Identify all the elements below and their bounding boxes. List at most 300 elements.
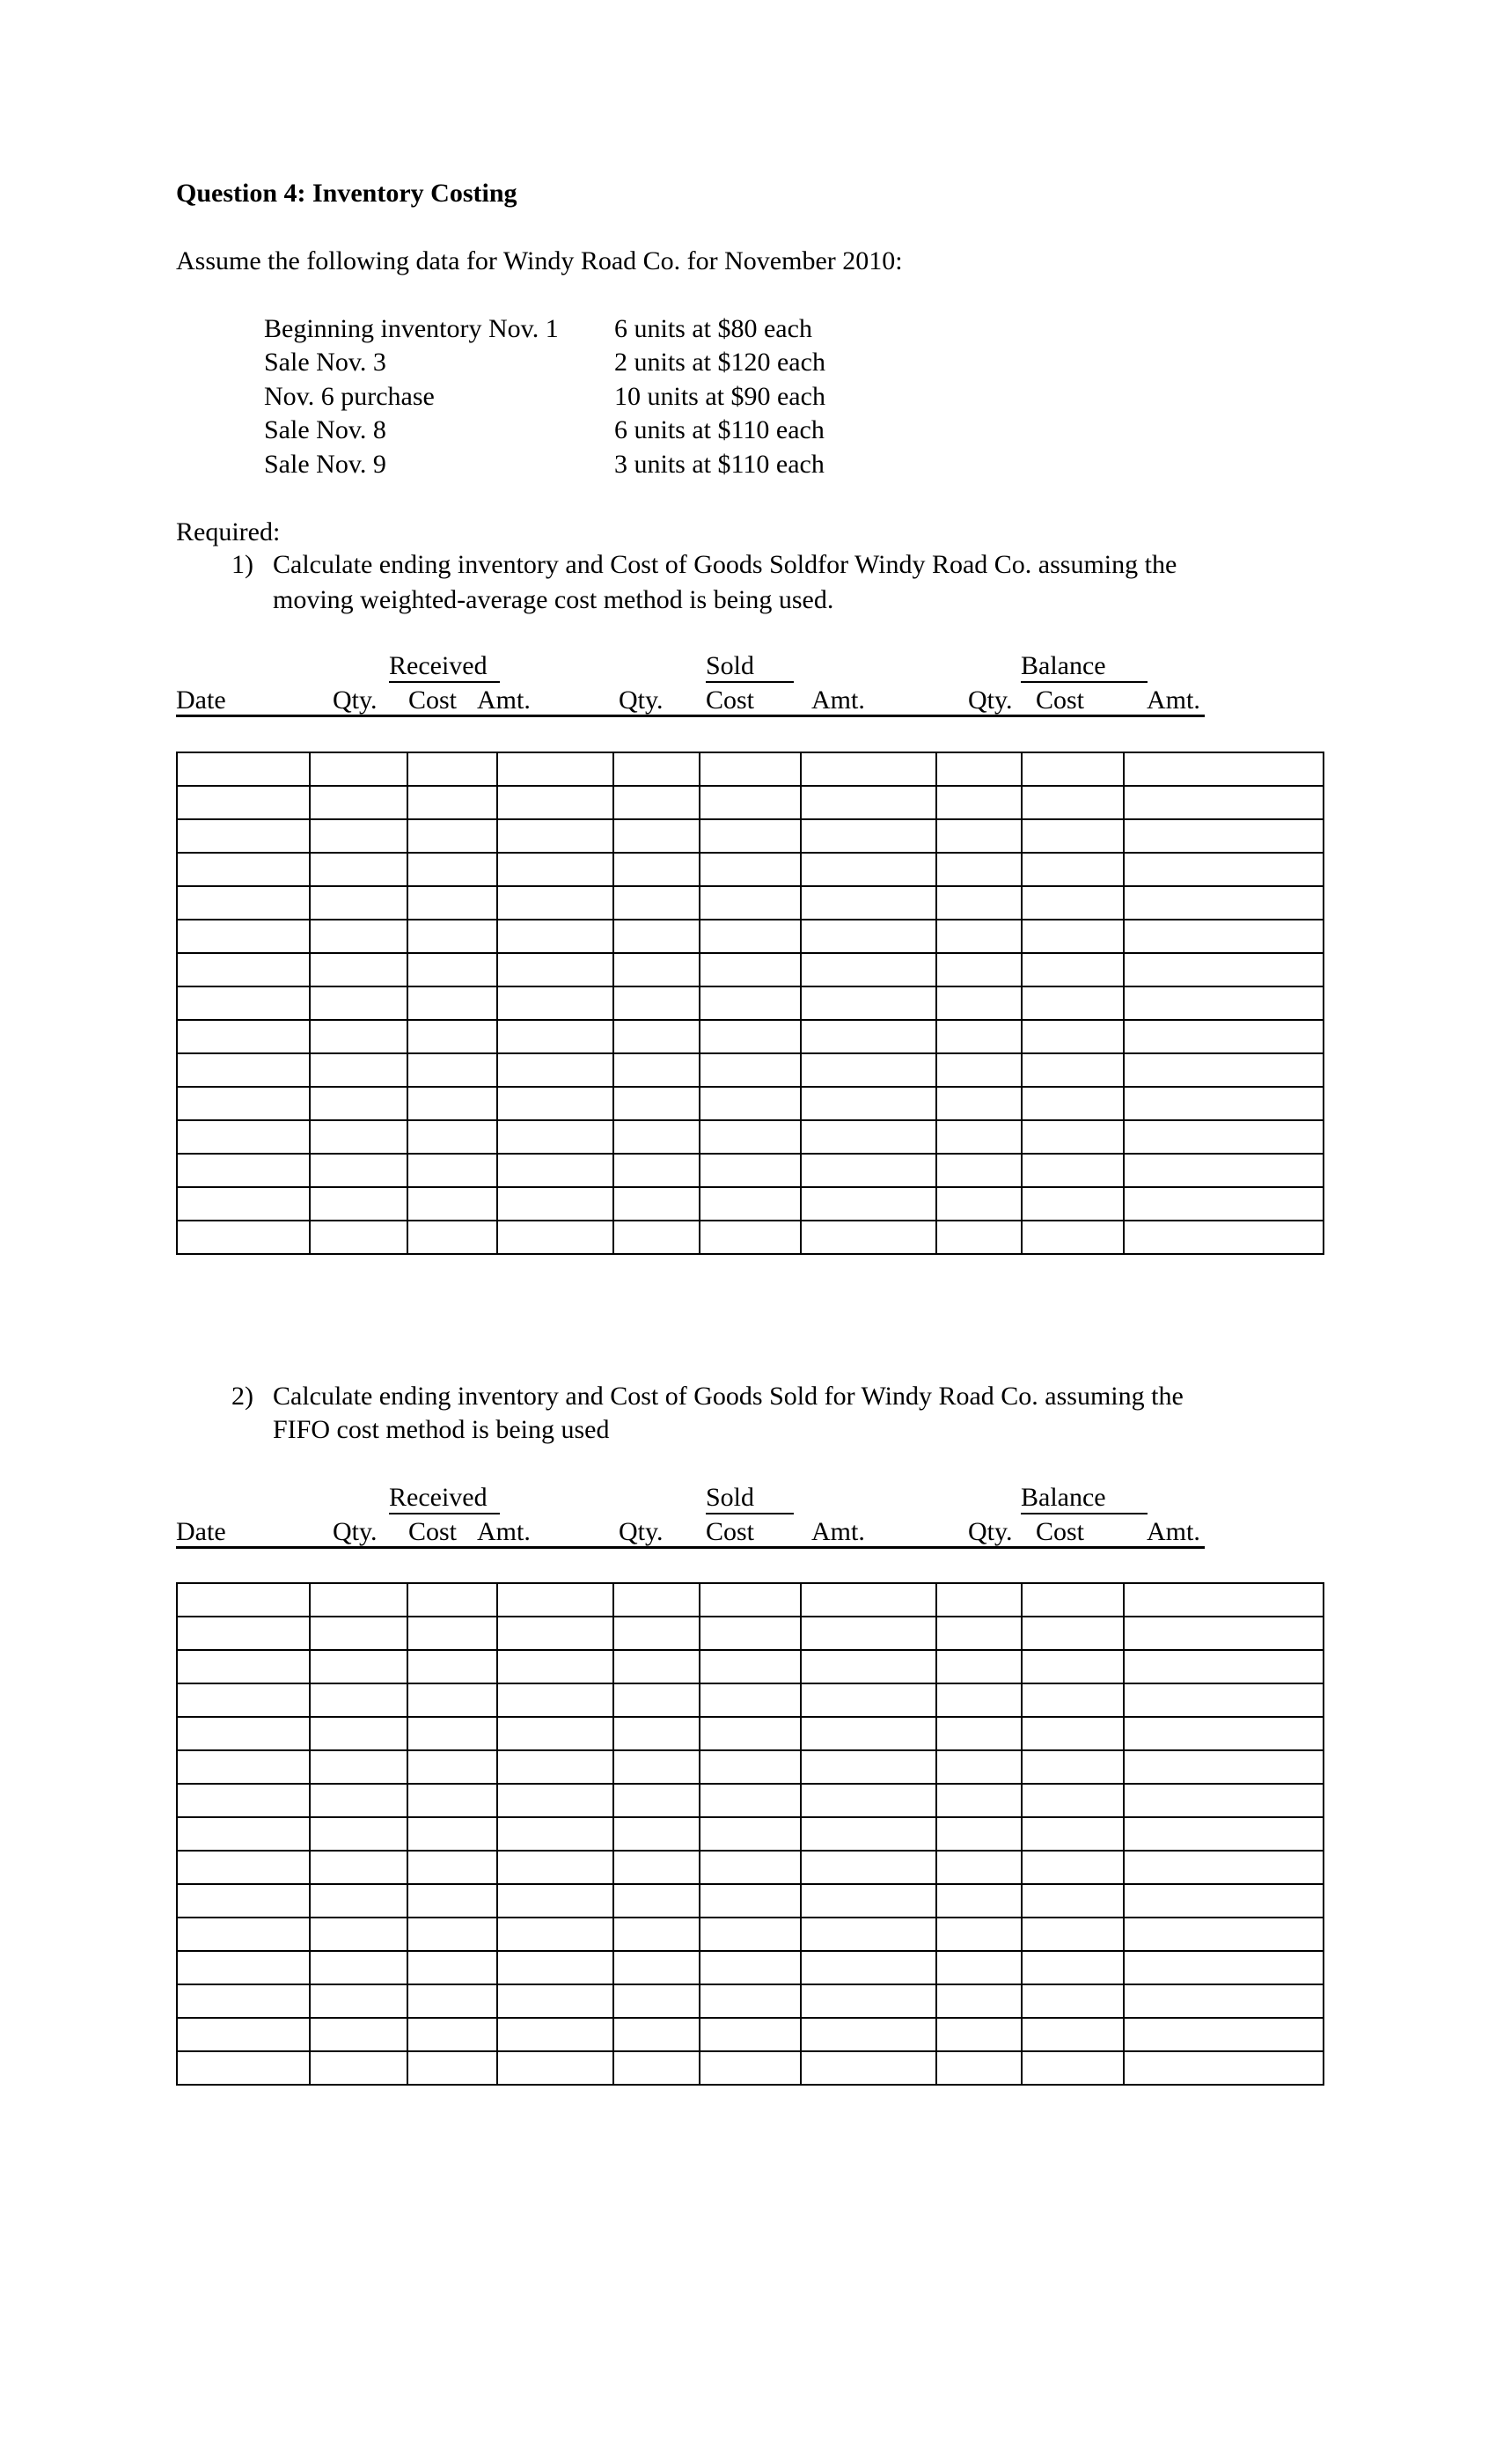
table-cell[interactable] [310,1884,407,1918]
table-cell[interactable] [1022,886,1124,920]
table-cell[interactable] [1124,1884,1324,1918]
table-cell[interactable] [613,786,700,819]
table-cell[interactable] [177,1884,310,1918]
table-cell[interactable] [700,1683,801,1717]
table-cell[interactable] [177,1154,310,1187]
table-cell[interactable] [177,1617,310,1650]
table-cell[interactable] [310,1053,407,1087]
table-cell[interactable] [613,1817,700,1851]
table-cell[interactable] [497,1020,613,1053]
table-cell[interactable] [177,1717,310,1750]
table-cell[interactable] [310,1817,407,1851]
table-cell[interactable] [613,886,700,920]
table-cell[interactable] [497,1918,613,1951]
table-cell[interactable] [801,1884,936,1918]
table-cell[interactable] [936,1717,1022,1750]
table-cell[interactable] [407,986,497,1020]
table-cell[interactable] [936,752,1022,786]
table-cell[interactable] [936,2018,1022,2051]
table-cell[interactable] [407,1187,497,1221]
table-cell[interactable] [1022,1053,1124,1087]
table-cell[interactable] [497,1683,613,1717]
table-cell[interactable] [700,819,801,853]
table-cell[interactable] [801,2018,936,2051]
table-cell[interactable] [801,1717,936,1750]
table-cell[interactable] [310,2051,407,2085]
table-cell[interactable] [1124,786,1324,819]
table-cell[interactable] [177,2018,310,2051]
table-cell[interactable] [700,1120,801,1154]
table-cell[interactable] [407,1817,497,1851]
table-cell[interactable] [497,1053,613,1087]
table-cell[interactable] [1022,1221,1124,1254]
table-cell[interactable] [310,1851,407,1884]
table-cell[interactable] [177,1784,310,1817]
table-cell[interactable] [936,1918,1022,1951]
table-cell[interactable] [1124,1918,1324,1951]
table-cell[interactable] [1124,853,1324,886]
table-cell[interactable] [407,2018,497,2051]
table-cell[interactable] [613,1087,700,1120]
table-cell[interactable] [497,1984,613,2018]
table-cell[interactable] [1022,1683,1124,1717]
table-cell[interactable] [310,920,407,953]
table-cell[interactable] [700,1020,801,1053]
table-cell[interactable] [936,1020,1022,1053]
table-cell[interactable] [936,1087,1022,1120]
table-cell[interactable] [497,920,613,953]
table-cell[interactable] [801,920,936,953]
table-cell[interactable] [801,1020,936,1053]
table-cell[interactable] [1022,1187,1124,1221]
table-cell[interactable] [700,2051,801,2085]
table-cell[interactable] [1022,986,1124,1020]
table-cell[interactable] [700,1817,801,1851]
table-cell[interactable] [407,1617,497,1650]
table-cell[interactable] [700,1784,801,1817]
table-cell[interactable] [407,1984,497,2018]
table-cell[interactable] [1022,1087,1124,1120]
table-cell[interactable] [613,953,700,986]
table-cell[interactable] [497,1221,613,1254]
table-cell[interactable] [801,953,936,986]
table-cell[interactable] [497,1617,613,1650]
table-cell[interactable] [613,2051,700,2085]
table-cell[interactable] [801,786,936,819]
table-cell[interactable] [310,1154,407,1187]
table-cell[interactable] [700,1984,801,2018]
table-cell[interactable] [801,886,936,920]
table-cell[interactable] [700,986,801,1020]
table-cell[interactable] [936,1154,1022,1187]
table-cell[interactable] [1022,752,1124,786]
table-cell[interactable] [177,1918,310,1951]
table-cell[interactable] [310,1187,407,1221]
table-cell[interactable] [1124,1221,1324,1254]
table-cell[interactable] [407,1053,497,1087]
table-cell[interactable] [177,953,310,986]
table-cell[interactable] [1124,1984,1324,2018]
table-cell[interactable] [1022,1884,1124,1918]
table-cell[interactable] [1022,2051,1124,2085]
table-cell[interactable] [407,1221,497,1254]
table-cell[interactable] [310,1087,407,1120]
table-cell[interactable] [310,1984,407,2018]
table-cell[interactable] [700,1617,801,1650]
table-cell[interactable] [613,1154,700,1187]
table-cell[interactable] [700,786,801,819]
table-cell[interactable] [310,1784,407,1817]
table-cell[interactable] [1124,2018,1324,2051]
table-cell[interactable] [700,1221,801,1254]
table-cell[interactable] [497,986,613,1020]
table-cell[interactable] [936,1683,1022,1717]
table-cell[interactable] [407,1717,497,1750]
table-cell[interactable] [613,1221,700,1254]
table-cell[interactable] [700,1053,801,1087]
table-cell[interactable] [310,786,407,819]
table-cell[interactable] [936,853,1022,886]
table-cell[interactable] [177,1221,310,1254]
table-cell[interactable] [613,2018,700,2051]
table-cell[interactable] [1124,1717,1324,1750]
table-cell[interactable] [310,1020,407,1053]
table-cell[interactable] [407,1851,497,1884]
table-cell[interactable] [407,1120,497,1154]
table-cell[interactable] [497,886,613,920]
table-cell[interactable] [801,1918,936,1951]
table-cell[interactable] [613,819,700,853]
table-cell[interactable] [801,1984,936,2018]
table-cell[interactable] [497,1817,613,1851]
table-cell[interactable] [700,1650,801,1683]
table-cell[interactable] [497,2051,613,2085]
table-cell[interactable] [407,853,497,886]
table-cell[interactable] [936,1187,1022,1221]
table-cell[interactable] [497,1154,613,1187]
table-cell[interactable] [177,1187,310,1221]
table-cell[interactable] [801,1817,936,1851]
table-cell[interactable] [801,1750,936,1784]
table-cell[interactable] [936,1984,1022,2018]
table-cell[interactable] [1124,1683,1324,1717]
table-cell[interactable] [497,953,613,986]
table-cell[interactable] [613,1717,700,1750]
table-cell[interactable] [310,1750,407,1784]
table-cell[interactable] [700,752,801,786]
table-cell[interactable] [177,786,310,819]
table-cell[interactable] [700,2018,801,2051]
table-cell[interactable] [497,853,613,886]
table-cell[interactable] [1124,1650,1324,1683]
table-cell[interactable] [1022,1817,1124,1851]
table-cell[interactable] [801,819,936,853]
table-cell[interactable] [1022,1120,1124,1154]
table-cell[interactable] [1124,953,1324,986]
table-cell[interactable] [407,2051,497,2085]
table-cell[interactable] [1124,1750,1324,1784]
table-cell[interactable] [936,886,1022,920]
table-cell[interactable] [407,920,497,953]
table-cell[interactable] [310,1583,407,1617]
table-cell[interactable] [613,752,700,786]
table-cell[interactable] [177,1851,310,1884]
table-cell[interactable] [1022,786,1124,819]
table-cell[interactable] [177,1683,310,1717]
table-cell[interactable] [497,1951,613,1984]
table-cell[interactable] [407,886,497,920]
table-cell[interactable] [613,1918,700,1951]
table-cell[interactable] [613,1583,700,1617]
table-cell[interactable] [177,1120,310,1154]
table-cell[interactable] [613,1750,700,1784]
table-cell[interactable] [1022,1918,1124,1951]
table-cell[interactable] [310,953,407,986]
table-cell[interactable] [1022,1617,1124,1650]
table-cell[interactable] [497,1750,613,1784]
table-cell[interactable] [1022,1984,1124,2018]
table-cell[interactable] [1124,1154,1324,1187]
table-cell[interactable] [801,1683,936,1717]
table-cell[interactable] [1022,1717,1124,1750]
table-cell[interactable] [407,1154,497,1187]
table-cell[interactable] [936,786,1022,819]
table-cell[interactable] [1022,1750,1124,1784]
table-cell[interactable] [801,752,936,786]
table-cell[interactable] [177,886,310,920]
table-cell[interactable] [497,1187,613,1221]
table-cell[interactable] [613,1683,700,1717]
table-cell[interactable] [936,2051,1022,2085]
table-cell[interactable] [1124,1784,1324,1817]
table-cell[interactable] [177,1951,310,1984]
table-cell[interactable] [310,986,407,1020]
table-cell[interactable] [497,786,613,819]
table-cell[interactable] [497,2018,613,2051]
table-cell[interactable] [407,1884,497,1918]
table-cell[interactable] [613,1650,700,1683]
table-cell[interactable] [177,986,310,1020]
table-cell[interactable] [936,1784,1022,1817]
table-cell[interactable] [310,1650,407,1683]
table-cell[interactable] [407,1784,497,1817]
table-cell[interactable] [801,2051,936,2085]
table-cell[interactable] [801,1120,936,1154]
table-cell[interactable] [700,1851,801,1884]
table-cell[interactable] [177,752,310,786]
table-cell[interactable] [1124,2051,1324,2085]
table-cell[interactable] [310,2018,407,2051]
table-cell[interactable] [613,1187,700,1221]
table-cell[interactable] [407,953,497,986]
table-cell[interactable] [407,1683,497,1717]
table-cell[interactable] [613,986,700,1020]
table-cell[interactable] [1124,986,1324,1020]
table-cell[interactable] [497,1717,613,1750]
table-cell[interactable] [1022,920,1124,953]
table-cell[interactable] [936,1120,1022,1154]
table-cell[interactable] [1022,1851,1124,1884]
table-cell[interactable] [497,1583,613,1617]
table-cell[interactable] [936,986,1022,1020]
table-cell[interactable] [1022,853,1124,886]
table-cell[interactable] [801,1087,936,1120]
table-cell[interactable] [613,1784,700,1817]
table-cell[interactable] [1124,1053,1324,1087]
table-cell[interactable] [177,1053,310,1087]
table-cell[interactable] [177,1984,310,2018]
table-cell[interactable] [407,752,497,786]
table-cell[interactable] [801,1187,936,1221]
table-cell[interactable] [936,920,1022,953]
table-cell[interactable] [177,1583,310,1617]
table-cell[interactable] [497,819,613,853]
table-cell[interactable] [1022,1951,1124,1984]
table-cell[interactable] [936,1053,1022,1087]
table-cell[interactable] [1124,1851,1324,1884]
table-cell[interactable] [310,1221,407,1254]
table-cell[interactable] [1124,752,1324,786]
table-cell[interactable] [1124,1020,1324,1053]
table-cell[interactable] [177,853,310,886]
table-cell[interactable] [801,1617,936,1650]
table-cell[interactable] [177,1020,310,1053]
table-cell[interactable] [177,1750,310,1784]
table-cell[interactable] [613,1851,700,1884]
table-cell[interactable] [936,1650,1022,1683]
table-cell[interactable] [177,2051,310,2085]
table-cell[interactable] [1022,1650,1124,1683]
table-cell[interactable] [497,1884,613,1918]
table-cell[interactable] [700,1951,801,1984]
table-cell[interactable] [407,1583,497,1617]
table-cell[interactable] [310,819,407,853]
table-cell[interactable] [801,1583,936,1617]
table-cell[interactable] [497,752,613,786]
table-cell[interactable] [1124,1583,1324,1617]
table-cell[interactable] [700,853,801,886]
table-cell[interactable] [936,1583,1022,1617]
table-cell[interactable] [177,1087,310,1120]
table-cell[interactable] [801,1650,936,1683]
table-cell[interactable] [936,819,1022,853]
table-cell[interactable] [310,752,407,786]
table-cell[interactable] [1124,1817,1324,1851]
table-cell[interactable] [801,1221,936,1254]
table-cell[interactable] [936,1851,1022,1884]
table-cell[interactable] [310,853,407,886]
table-cell[interactable] [936,1884,1022,1918]
table-cell[interactable] [407,1087,497,1120]
table-cell[interactable] [407,1951,497,1984]
table-cell[interactable] [310,886,407,920]
table-cell[interactable] [1022,953,1124,986]
table-cell[interactable] [700,1884,801,1918]
table-cell[interactable] [407,1750,497,1784]
table-cell[interactable] [407,786,497,819]
table-cell[interactable] [1124,886,1324,920]
table-cell[interactable] [1124,920,1324,953]
table-cell[interactable] [497,1784,613,1817]
table-cell[interactable] [801,853,936,886]
table-cell[interactable] [1022,1583,1124,1617]
table-cell[interactable] [407,1020,497,1053]
table-cell[interactable] [310,1120,407,1154]
table-cell[interactable] [1022,1784,1124,1817]
table-cell[interactable] [613,1617,700,1650]
table-cell[interactable] [177,1650,310,1683]
table-cell[interactable] [936,1951,1022,1984]
table-cell[interactable] [936,1817,1022,1851]
table-cell[interactable] [407,819,497,853]
table-cell[interactable] [801,1951,936,1984]
table-cell[interactable] [1022,1154,1124,1187]
table-cell[interactable] [497,1650,613,1683]
table-cell[interactable] [700,1087,801,1120]
table-cell[interactable] [1022,2018,1124,2051]
table-cell[interactable] [700,953,801,986]
table-cell[interactable] [407,1918,497,1951]
table-cell[interactable] [936,1221,1022,1254]
table-cell[interactable] [613,1884,700,1918]
table-cell[interactable] [700,886,801,920]
table-cell[interactable] [177,1817,310,1851]
table-cell[interactable] [700,1583,801,1617]
table-cell[interactable] [1124,1951,1324,1984]
table-cell[interactable] [700,1750,801,1784]
table-cell[interactable] [310,1683,407,1717]
table-cell[interactable] [801,986,936,1020]
table-cell[interactable] [801,1784,936,1817]
table-cell[interactable] [1022,1020,1124,1053]
table-cell[interactable] [613,920,700,953]
table-cell[interactable] [613,1120,700,1154]
table-cell[interactable] [700,1154,801,1187]
table-cell[interactable] [613,1984,700,2018]
table-cell[interactable] [700,920,801,953]
table-cell[interactable] [801,1053,936,1087]
table-cell[interactable] [177,920,310,953]
table-cell[interactable] [1124,1120,1324,1154]
table-cell[interactable] [936,1750,1022,1784]
table-cell[interactable] [936,1617,1022,1650]
table-cell[interactable] [801,1851,936,1884]
table-cell[interactable] [700,1187,801,1221]
table-cell[interactable] [1124,1087,1324,1120]
table-cell[interactable] [177,819,310,853]
table-cell[interactable] [1124,1187,1324,1221]
table-cell[interactable] [613,1053,700,1087]
table-cell[interactable] [497,1120,613,1154]
table-cell[interactable] [310,1951,407,1984]
table-cell[interactable] [801,1154,936,1187]
table-cell[interactable] [1124,1617,1324,1650]
table-cell[interactable] [497,1087,613,1120]
table-cell[interactable] [700,1717,801,1750]
table-cell[interactable] [700,1918,801,1951]
table-cell[interactable] [310,1717,407,1750]
table-cell[interactable] [613,853,700,886]
table-cell[interactable] [613,1020,700,1053]
table-cell[interactable] [407,1650,497,1683]
table-cell[interactable] [1124,819,1324,853]
table-cell[interactable] [936,953,1022,986]
table-cell[interactable] [310,1918,407,1951]
table-cell[interactable] [310,1617,407,1650]
table-cell[interactable] [1022,819,1124,853]
table-cell[interactable] [497,1851,613,1884]
table-cell[interactable] [613,1951,700,1984]
